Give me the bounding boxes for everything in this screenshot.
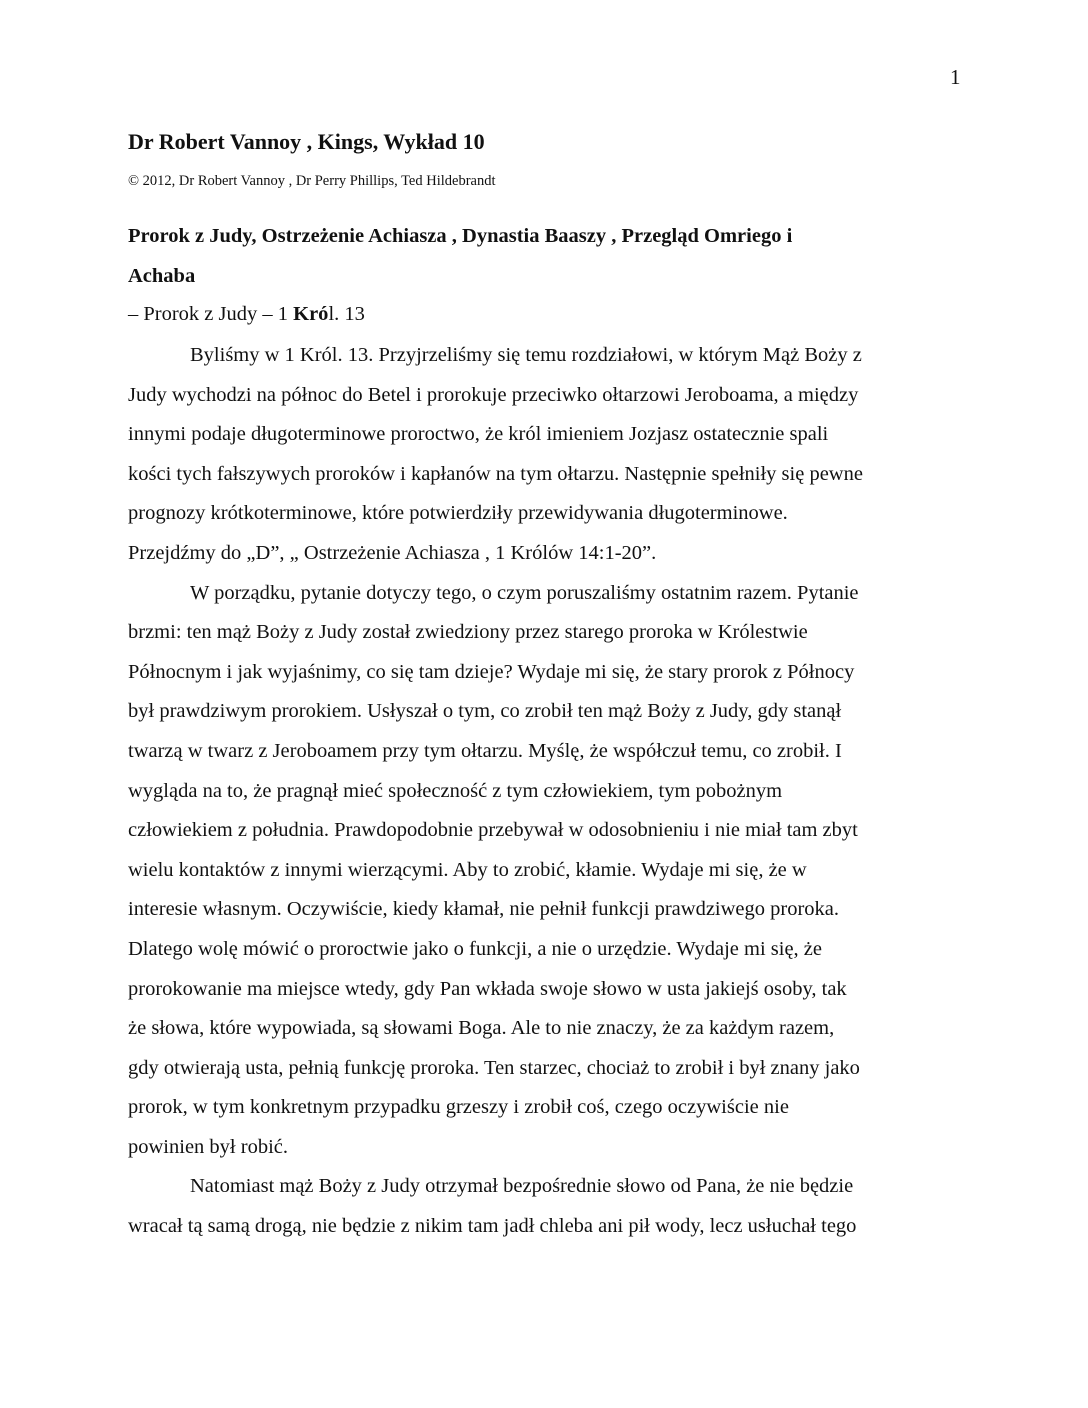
- paragraph-line: wracał tą samą drogą, nie będzie z nikim tam jadł chleba ani pił wody, lecz usłuchał tego: [128, 1215, 857, 1238]
- paragraph-line: prorok, w tym konkretnym przypadku grzeszy i zrobił coś, czego oczywiście nie: [128, 1096, 789, 1119]
- paragraph-line: prorokowanie ma miejsce wtedy, gdy Pan wkłada swoje słowo w usta jakiejś osoby, tak: [128, 977, 847, 1000]
- document-title: Dr Robert Vannoy , Kings, Wykład 10: [128, 129, 485, 154]
- section-heading: [128, 296, 365, 332]
- paragraph-line: interesie własnym. Oczywiście, kiedy kłamał, nie pełnił funkcji prawdziwego proroka.: [128, 898, 840, 921]
- section-heading-prefix: – Prorok z Judy – 1: [128, 303, 294, 325]
- paragraph-line: gdy otwierają usta, pełnią funkcję proroka. Ten starzec, chociaż to zrobił i był znany jako: [128, 1056, 860, 1079]
- paragraph-line: twarzą w twarz z Jeroboamem przy tym ołtarzu. Myślę, że współczuł temu, co zrobił. I: [128, 739, 842, 762]
- paragraph-line: wygląda na to, że pragnął mieć społeczność z tym człowiekiem, tym pobożnym: [128, 779, 783, 802]
- paragraph-line: Natomiast mąż Boży z Judy otrzymał bezpośrednie słowo od Pana, że nie będzie: [190, 1175, 854, 1198]
- paragraph-line: powinien był robić.: [128, 1135, 288, 1158]
- paragraph-line: wielu kontaktów z innymi wierzącymi. Aby to zrobić, kłamie. Wydaje mi się, że w: [128, 858, 807, 881]
- paragraph-line: był prawdziwym prorokiem. Usłyszał o tym, co zrobił ten mąż Boży z Judy, gdy stanął: [128, 700, 842, 723]
- subtitle-line: Prorok z Judy, Ostrzeżenie Achiasza , Dynastia Baaszy , Przegląd Omriego i: [128, 225, 793, 247]
- subtitle-line: Achaba: [128, 265, 196, 287]
- paragraph-line: Północnym i jak wyjaśnimy, co się tam dzieje? Wydaje mi się, że stary prorok z Północy: [128, 660, 855, 683]
- paragraph-line: Byliśmy w 1 Król. 13. Przyjrzeliśmy się temu rozdziałowi, w którym Mąż Boży z: [190, 344, 862, 366]
- document-body: [128, 336, 968, 1247]
- paragraph: [128, 336, 968, 574]
- lecture-subtitle: [128, 216, 792, 296]
- page-number: 1: [950, 65, 961, 89]
- paragraph: [128, 1167, 968, 1246]
- paragraph-line: prognozy krótkoterminowe, które potwierdziły przewidywania długoterminowe.: [128, 502, 788, 525]
- paragraph-line: kości tych fałszywych proroków i kapłanów na tym ołtarzu. Następnie spełniły się pewne: [128, 462, 863, 485]
- copyright-notice: © 2012, Dr Robert Vannoy , Dr Perry Phillips, Ted Hildebrandt: [128, 173, 496, 189]
- section-heading-suffix: l. 13: [328, 303, 365, 325]
- paragraph-line: Dlatego wolę mówić o proroctwie jako o funkcji, a nie o urzędzie. Wydaje mi się, że: [128, 937, 823, 960]
- paragraph-line: innymi podaje długoterminowe proroctwo, że król imieniem Jozjasz ostatecznie spali: [128, 423, 829, 446]
- paragraph-line: że słowa, które wypowiada, są słowami Boga. Ale to nie znaczy, że za każdym razem,: [128, 1017, 835, 1040]
- paragraph-line: człowiekiem z południa. Prawdopodobnie przebywał w odosobnieniu i nie miał tam zbyt: [128, 819, 858, 842]
- paragraph-line: Przejdźmy do „D”, „ Ostrzeżenie Achiasza , 1 Królów 14:1-20”.: [128, 541, 657, 564]
- paragraph-line: Judy wychodzi na północ do Betel i prorokuje przeciwko ołtarzowi Jeroboama, a między: [128, 383, 859, 406]
- paragraph-line: W porządku, pytanie dotyczy tego, o czym poruszaliśmy ostatnim razem. Pytanie: [190, 581, 859, 604]
- paragraph-line: brzmi: ten mąż Boży z Judy został zwiedziony przez starego proroka w Królestwie: [128, 621, 808, 644]
- section-heading-bold: Kró: [293, 303, 329, 325]
- paragraph: [128, 574, 968, 1168]
